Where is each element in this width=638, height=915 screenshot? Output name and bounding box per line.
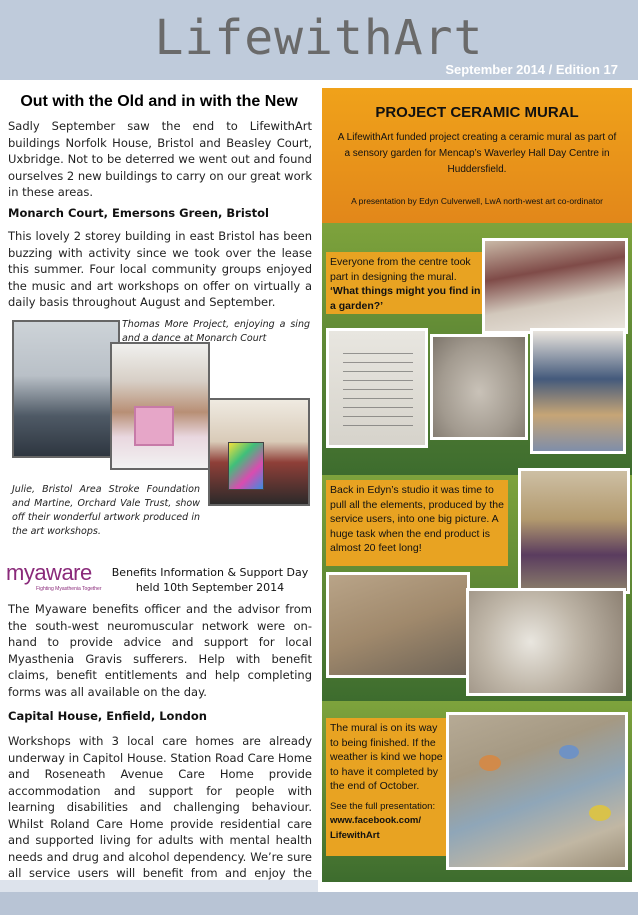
- panel-intro: A LifewithArt funded project creating a ceramic mural as part of a sensory garden for Mencap’s Waverley Hall Day Centre in Huddersfield.: [337, 132, 617, 175]
- design-text: Everyone from the centre took part in designing the mural.: [330, 256, 471, 283]
- photo-martine-artwork: [208, 398, 310, 506]
- photo-designing-mural: [482, 238, 628, 334]
- left-column-footer: [0, 880, 318, 892]
- design-question: ‘What things might you find in a garden?’: [330, 285, 481, 312]
- design-text-box: [326, 252, 486, 314]
- capital-house-paragraph: Workshops with 3 local care homes are already underway in Capitol House. Station Road Care Home and Roseneath Avenue Care Home provide accommodation and support for people with learning disabilities and challenging behaviour. Whilst Roland Care Home provide residential care and supported living for adults with mental health needs and drug and alcohol dependency. We’re sure all service users will benefit from and enjoy the: [8, 734, 312, 880]
- photo-clay-leaf: [430, 334, 528, 440]
- facebook-link[interactable]: www.facebook.com/ LifewithArt: [330, 815, 421, 841]
- monarch-paragraph: This lovely 2 storey building in east Bristol has been buzzing with activity since we took over the lease this summer. Four local community groups enjoyed the music and art workshops on offer on virtually a daily basis throughout August and September.: [8, 229, 312, 309]
- photo-edyn-studio: [518, 468, 630, 594]
- photo-julie-artwork: [110, 342, 210, 470]
- edition-label: September 2014 / Edition 17: [445, 62, 618, 77]
- ceramic-mural-panel: [322, 88, 632, 882]
- studio-text: Back in Edyn’s studio it was time to pull all the elements, produced by the service users, into one big picture. A huge task when the end product is almost 20 feet long!: [326, 480, 508, 566]
- artwork-colourful-canvas: [228, 442, 264, 490]
- see-presentation-label: See the full presentation:: [330, 800, 436, 812]
- myaware-heading: Benefits Information & Support Day held 10th September 2014: [111, 566, 309, 594]
- subheading-monarch-court: Monarch Court, Emersons Green, Bristol: [8, 206, 269, 220]
- artwork-pink-canvas: [134, 406, 174, 446]
- mural-butterfly-3: [589, 805, 611, 821]
- photo-mural-table: [326, 572, 470, 678]
- mural-butterfly-1: [479, 755, 501, 771]
- photo-finished-mural: [446, 712, 628, 870]
- article-title: Out with the Old and in with the New: [20, 93, 298, 110]
- left-column: [0, 80, 318, 880]
- photo-clay-modelling: [530, 328, 626, 454]
- myaware-paragraph: The Myaware benefits officer and the advisor from the south-west neuromuscular network were on-hand to provide advice and support for local Myasthenia Gravis sufferers. Help with benefit claims, benefit entitlements and help completing forms was all available on the day.: [8, 602, 312, 699]
- photo-mural-pieces: [466, 588, 626, 696]
- subheading-capital-house: Capital House, Enfield, London: [8, 709, 207, 723]
- intro-paragraph: Sadly September saw the end to LifewithArt buildings Norfolk House, Bristol and Beasley Court, Uxbridge. Not to be deterred we went out and found ourselves 2 new buildings to carry on our great work in these areas.: [8, 119, 312, 199]
- panel-presenter: A presentation by Edyn Culverwell, LwA north-west art co-ordinator: [351, 196, 603, 206]
- panel-title: PROJECT CERAMIC MURAL: [375, 104, 579, 121]
- finishing-text-box: [326, 718, 448, 856]
- whiteboard-lines: [343, 345, 413, 431]
- caption-julie-martine: Julie, Bristol Area Stroke Foundation and Martine, Orchard Vale Trust, show off their wonderful artwork produced in the art workshops.: [12, 484, 200, 537]
- myaware-logo: [6, 560, 110, 594]
- photo-thomas-more-project: [12, 320, 120, 458]
- mural-butterfly-2: [559, 745, 579, 759]
- masthead-title: LifewithArt: [154, 10, 484, 66]
- myaware-logo-text: myaware: [6, 560, 92, 585]
- caption-thomas-more: Thomas More Project, enjoying a sing and a dance at Monarch Court: [122, 319, 310, 344]
- photo-whiteboard-list: [326, 328, 428, 448]
- footer-bar: [0, 892, 638, 915]
- myaware-logo-tagline: Fighting Myasthenia Together: [36, 586, 102, 592]
- finishing-text: The mural is on its way to being finished. If the weather is kind we hope to have it completed by the end of October.: [330, 722, 443, 792]
